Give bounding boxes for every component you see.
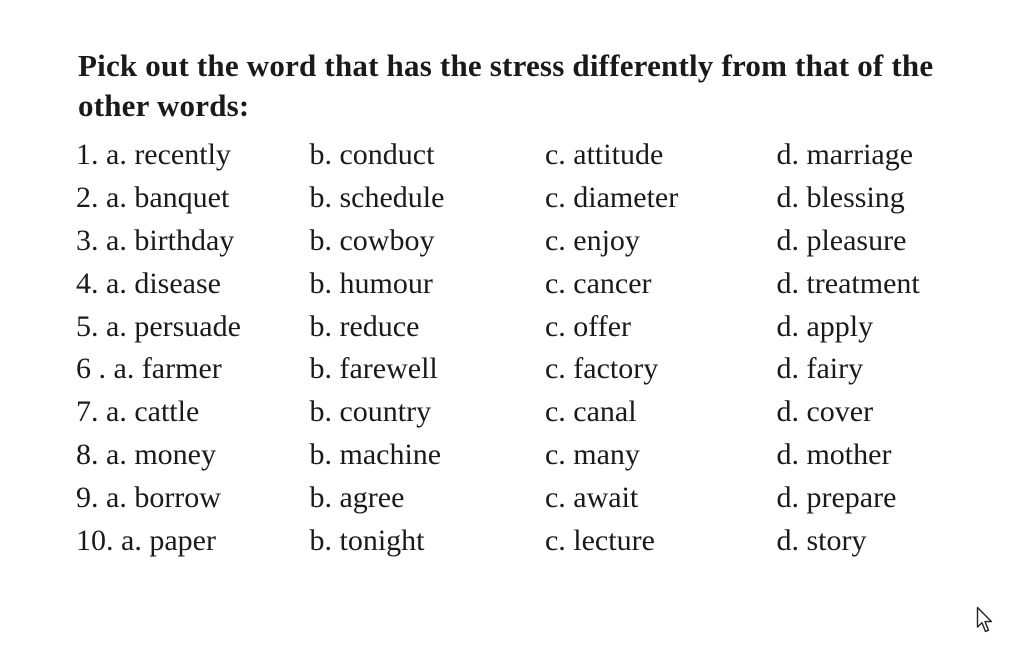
question-row-4 bbox=[76, 262, 976, 305]
option-c: c. factory bbox=[544, 352, 659, 386]
option-b: b. humour bbox=[309, 266, 433, 300]
option-a: 1. a. recently bbox=[76, 138, 231, 172]
option-c: c. many bbox=[544, 437, 640, 471]
option-d: d. treatment bbox=[776, 266, 920, 300]
option-b: b. cowboy bbox=[309, 223, 435, 257]
option-b: b. conduct bbox=[309, 138, 435, 172]
option-b: b. schedule bbox=[309, 181, 445, 215]
question-row-2 bbox=[76, 177, 976, 220]
question-row-3 bbox=[76, 220, 976, 263]
option-c: c. canal bbox=[544, 395, 637, 429]
option-b: b. country bbox=[309, 395, 432, 429]
option-a: 5. a. persuade bbox=[76, 309, 241, 343]
question-row-10 bbox=[76, 519, 976, 562]
option-d: d. cover bbox=[776, 395, 874, 429]
option-d: d. apply bbox=[776, 309, 874, 343]
question-list bbox=[76, 134, 976, 562]
option-b: b. machine bbox=[309, 437, 442, 471]
option-c: c. await bbox=[544, 480, 639, 514]
question-row-1 bbox=[76, 134, 976, 177]
option-a: 2. a. banquet bbox=[76, 181, 230, 215]
option-a: 9. a. borrow bbox=[76, 480, 221, 514]
option-d: d. prepare bbox=[776, 480, 897, 514]
option-b: b. agree bbox=[309, 480, 405, 514]
option-d: d. story bbox=[776, 523, 867, 557]
mouse-pointer-icon bbox=[976, 606, 994, 636]
option-c: c. lecture bbox=[544, 523, 655, 557]
option-b: b. tonight bbox=[309, 523, 425, 557]
question-row-9 bbox=[76, 476, 976, 519]
question-row-7 bbox=[76, 391, 976, 434]
option-b: b. farewell bbox=[309, 352, 438, 386]
question-row-8 bbox=[76, 434, 976, 477]
option-a: 3. a. birthday bbox=[76, 223, 235, 257]
question-row-6 bbox=[76, 348, 976, 391]
question-row-5 bbox=[76, 305, 976, 348]
option-c: c. attitude bbox=[544, 138, 664, 172]
option-a: 7. a. cattle bbox=[76, 395, 200, 429]
option-a: 4. a. disease bbox=[76, 266, 221, 300]
option-d: d. blessing bbox=[776, 181, 905, 215]
option-c: c. enjoy bbox=[544, 223, 640, 257]
option-d: d. mother bbox=[776, 437, 892, 471]
option-d: d. fairy bbox=[776, 352, 864, 386]
option-a: 8. a. money bbox=[76, 437, 216, 471]
option-d: d. marriage bbox=[776, 138, 914, 172]
option-a: 10. a. paper bbox=[76, 523, 216, 557]
instruction-heading: Pick out the word that has the stress differently from that of the other words: bbox=[78, 48, 934, 123]
option-c: c. diameter bbox=[544, 181, 679, 215]
option-c: c. cancer bbox=[544, 266, 652, 300]
option-a: 6 . a. farmer bbox=[76, 352, 222, 386]
option-c: c. offer bbox=[544, 309, 632, 343]
option-d: d. pleasure bbox=[776, 223, 907, 257]
option-b: b. reduce bbox=[309, 309, 420, 343]
